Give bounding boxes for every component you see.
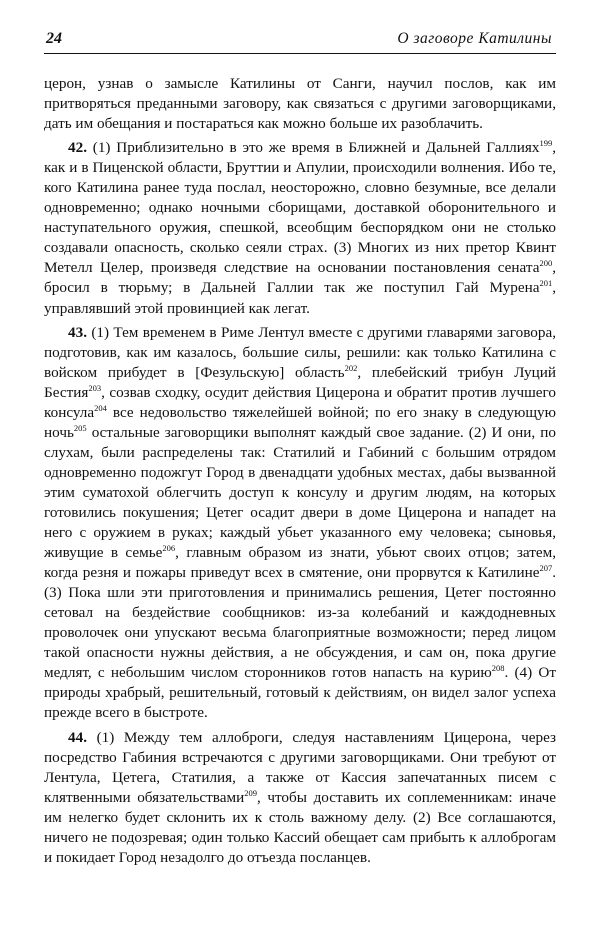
footnote-ref: 207 — [539, 563, 553, 574]
text-run: , как и в Пиценской области, Бруттии и Апулии, происходили волнения. Ибо те, кого Катилина ранее туда послал, неосторожно, словно безумные, все делали одновременно; однако ночными сборищами, доставкой оборонительного и наступательного оружия, спешкой, всеобщим беспорядком они не столько создавали опасность, сколько сеяли страх. (3) Многих из них претор Квинт Метелл Целер, произведя следствие на основании постановления сената — [44, 139, 556, 277]
footnote-ref: 206 — [162, 543, 176, 554]
page-header — [44, 26, 556, 50]
text-run: все недовольство тяжелейшей войной; по его знаку в следующую ночь — [44, 403, 556, 441]
footnote-ref: 204 — [94, 402, 107, 413]
text-run: . (4) От природы храбрый, решительный, готовый к действиям, он видел залог успеха прежде всего в быстроте. — [44, 664, 556, 722]
text-run: , бросил в тюрьму; в Дальней Галлии так же поступил Гай Мурена — [44, 259, 556, 297]
footnote-ref: 201 — [539, 278, 553, 289]
text-run: , главным образом из знати, убьют своих отцов; затем, когда резня и пожары приведут всех в смятение, они прорвутся к Катилине — [44, 544, 556, 582]
running-head: О заговоре Катилины — [397, 30, 552, 47]
paragraph-continued — [44, 74, 556, 134]
section-paragraph — [44, 138, 556, 318]
text-run: , созвав сходку, осудит действия Цицерона и обратит против лучшего консула — [44, 383, 556, 421]
text-run: (1) Между тем аллоброги, следуя наставлениям Цицерона, через посредство Габиния встречаются с другими заговорщиками. Они требуют от Лентула, Цетега, Статилия, а также от Кассия запечатанных писем с клятвенными обязательствами — [44, 728, 556, 806]
section-number: 42. — [68, 139, 87, 157]
section-number: 43. — [68, 323, 87, 341]
text-run: , чтобы доставить их соплеменникам: иначе им нелегко будет склонить их к столь важному делу. (2) Все соглашаются, ничего не подозревая; один только Кассий обещает сам прибыть к аллоброгам и покидает Город незадолго до отъезда посланцев. — [44, 788, 556, 866]
footnote-ref: 203 — [88, 382, 102, 393]
text-run: . (3) Пока шли эти приготовления и принимались решения, Цетег постоянно сетовал на бездействие сообщников: из-за колебаний и каждодневных проволочек они упускают весьма благоприятные возможности; перед лицом такой опасности нужны действия, а не обсуждения, и сам он, пока другие медлят, с небольшим числом сторонников готов напасть на курию — [44, 564, 556, 682]
text-run: остальные заговорщики выполнят каждый свое задание. (2) И они, по слухам, были распределены так: Статилий и Габиний с большим отрядом одновременно подожгут Город в двенадцати удобных местах, дабы вызванной этим суматохой облегчить доступ к консулу и другим людям, на которых готовились покушения; Цетег осадит двери в доме Цицерона и нападет на него с оружием в руках; каждый убьет указанного ему человека; сыновья, живущие в семье — [44, 423, 556, 562]
page-number: 24 — [46, 30, 62, 47]
text-run: , управлявший этой провинцией как легат. — [44, 279, 556, 317]
footnote-ref: 208 — [491, 663, 505, 674]
text-run: , плебейский трибун Луций Бестия — [44, 363, 556, 401]
footnote-ref: 199 — [539, 138, 553, 149]
footnote-ref: 200 — [539, 258, 553, 269]
section-number: 44. — [68, 728, 87, 746]
section-paragraph — [44, 728, 556, 868]
text-run: церон, узнав о замысле Катилины от Санги, научил послов, как им притворяться преданными заговору, как связаться с другими заговорщиками, дать им обещания и постараться как можно больше их разоблачить. — [44, 75, 556, 133]
text-run: (1) Тем временем в Риме Лентул вместе с другими главарями заговора, подготовив, как им казалось, большие силы, решили: как только Катилина с войском прибудет в [Фезульскую] область — [44, 323, 556, 381]
text-body — [44, 74, 556, 868]
footnote-ref: 205 — [73, 422, 87, 433]
header-rule — [44, 53, 556, 54]
text-run: (1) Приблизительно в это же время в Ближней и Дальней Галлиях — [86, 139, 540, 157]
footnote-ref: 202 — [344, 362, 358, 373]
footnote-ref: 209 — [244, 787, 257, 798]
section-paragraph — [44, 323, 556, 724]
